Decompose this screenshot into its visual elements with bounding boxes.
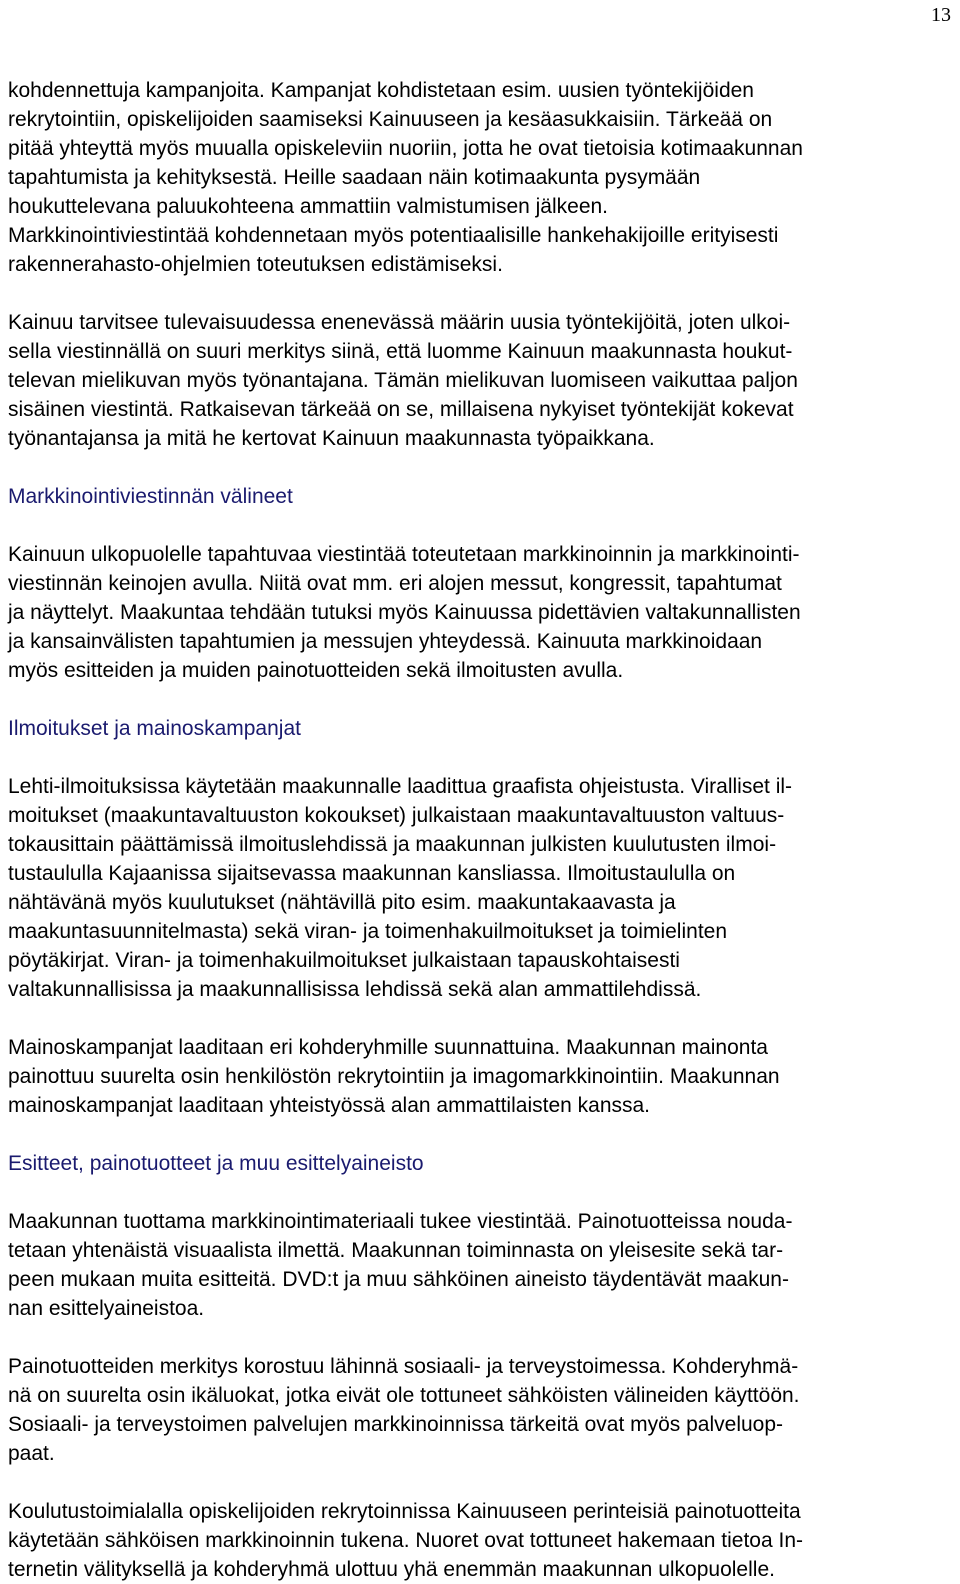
text-line: viestinnän keinojen avulla. Niitä ovat mm. eri alojen messut, kongressit, tapahtumat: [8, 572, 782, 595]
text-line: sella viestinnällä on suuri merkitys siinä, että luomme Kainuun maakunnasta houkut-: [8, 340, 793, 363]
paragraph: [8, 308, 952, 453]
text-line: rakennerahasto-ohjelmien toteutuksen edistämiseksi.: [8, 253, 503, 276]
text-line: Lehti-ilmoituksissa käytetään maakunnalle laadittua graafista ohjeistusta. Viralliset il-: [8, 775, 793, 798]
paragraph: [8, 1033, 952, 1120]
text-line: Markkinointiviestintää kohdennetaan myös potentiaalisille hankehakijoille erityisesti: [8, 224, 779, 247]
paragraph: [8, 1352, 952, 1468]
paragraph: [8, 540, 952, 685]
section-heading: Esitteet, painotuotteet ja muu esittelyaineisto: [8, 1152, 424, 1175]
text-line: Koulutustoimialalla opiskelijoiden rekrytoinnissa Kainuuseen perinteisiä painotuotteita: [8, 1500, 801, 1523]
text-line: Painotuotteiden merkitys korostuu lähinnä sosiaali- ja terveystoimessa. Kohderyhmä-: [8, 1355, 799, 1378]
text-line: nähtävänä myös kuulutukset (nähtävillä pito esim. maakuntakaavasta ja: [8, 891, 676, 914]
text-line: kohdennettuja kampanjoita. Kampanjat kohdistetaan esim. uusien työntekijöiden: [8, 79, 754, 102]
text-line: houkuttelevana paluukohteena ammattiin valmistumisen jälkeen.: [8, 195, 609, 218]
text-line: nan esittelyaineistoa.: [8, 1297, 205, 1320]
page-number: 13: [931, 4, 951, 26]
text-line: peen mukaan muita esitteitä. DVD:t ja muu sähköinen aineisto täydentävät maakun-: [8, 1268, 789, 1291]
text-line: paat.: [8, 1442, 55, 1465]
text-line: nä on suurelta osin ikäluokat, jotka eivät ole tottuneet sähköisten välineiden käyttöön.: [8, 1384, 800, 1407]
text-line: myös esitteiden ja muiden painotuotteiden sekä ilmoitusten avulla.: [8, 659, 624, 682]
text-line: pitää yhteyttä myös muualla opiskeleviin nuoriin, jotta he ovat tietoisia kotimaakunnan: [8, 137, 803, 160]
text-line: televan mielikuvan myös työnantajana. Tämän mielikuvan luomiseen vaikuttaa paljon: [8, 369, 798, 392]
text-line: maakuntasuunnitelmasta) sekä viran- ja toimenhakuilmoitukset ja toimielinten: [8, 920, 728, 943]
paragraph: [8, 1207, 952, 1323]
text-line: käytetään sähköisen markkinoinnin tukena. Nuoret ovat tottuneet hakemaan tietoa In-: [8, 1529, 803, 1552]
text-line: moitukset (maakuntavaltuuston kokoukset) julkaistaan maakuntavaltuuston valtuus-: [8, 804, 785, 827]
text-line: ja kansainvälisten tapahtumien ja messujen yhteydessä. Kainuuta markkinoidaan: [8, 630, 763, 653]
text-line: Kainuu tarvitsee tulevaisuudessa enenevässä määrin uusia työntekijöitä, joten ulkoi-: [8, 311, 791, 334]
section-heading: Markkinointiviestinnän välineet: [8, 485, 293, 508]
text-line: valtakunnallisissa ja maakunnallisissa lehdissä sekä alan ammattilehdissä.: [8, 978, 702, 1001]
text-line: ja näyttelyt. Maakuntaa tehdään tutuksi myös Kainuussa pidettävien valtakunnallisten: [8, 601, 801, 624]
section-heading: Ilmoitukset ja mainoskampanjat: [8, 717, 301, 740]
text-line: pöytäkirjat. Viran- ja toimenhakuilmoitukset julkaistaan tapauskohtaisesti: [8, 949, 680, 972]
text-line: sisäinen viestintä. Ratkaisevan tärkeää on se, millaisena nykyiset työntekijät kokevat: [8, 398, 794, 421]
paragraph: [8, 772, 952, 1004]
text-line: tokausittain päättämissä ilmoituslehdissä ja maakunnan julkisten kuulutusten ilmoi-: [8, 833, 777, 856]
text-line: Sosiaali- ja terveystoimen palvelujen markkinoinnissa tärkeitä ovat myös palveluop-: [8, 1413, 784, 1436]
text-line: ternetin välityksellä ja kohderyhmä ulottuu yhä enemmän maakunnan ulkopuolelle.: [8, 1558, 775, 1581]
text-line: tetaan yhtenäistä visuaalista ilmettä. Maakunnan toiminnasta on yleisesite sekä tar-: [8, 1239, 784, 1262]
text-line: Kainuun ulkopuolelle tapahtuvaa viestintää toteutetaan markkinoinnin ja markkinointi-: [8, 543, 800, 566]
paragraph: [8, 1497, 952, 1584]
text-line: rekrytointiin, opiskelijoiden saamiseksi Kainuuseen ja kesäasukkaisiin. Tärkeää on: [8, 108, 773, 131]
text-line: tapahtumista ja kehityksestä. Heille saadaan näin kotimaakunta pysymään: [8, 166, 701, 189]
text-line: mainoskampanjat laaditaan yhteistyössä alan ammattilaisten kanssa.: [8, 1094, 651, 1117]
text-line: tustaululla Kajaanissa sijaitsevassa maakunnan kansliassa. Ilmoitustaululla on: [8, 862, 736, 885]
paragraph-intro: [8, 76, 952, 279]
text-line: Mainoskampanjat laaditaan eri kohderyhmille suunnattuina. Maakunnan mainonta: [8, 1036, 768, 1059]
text-line: työnantajansa ja mitä he kertovat Kainuun maakunnasta työpaikkana.: [8, 427, 655, 450]
text-line: painottuu suurelta osin henkilöstön rekrytointiin ja imagomarkkinointiin. Maakunnan: [8, 1065, 780, 1088]
text-line: Maakunnan tuottama markkinointimateriaali tukee viestintää. Painotuotteissa nouda-: [8, 1210, 793, 1233]
document-body: [8, 76, 952, 1584]
